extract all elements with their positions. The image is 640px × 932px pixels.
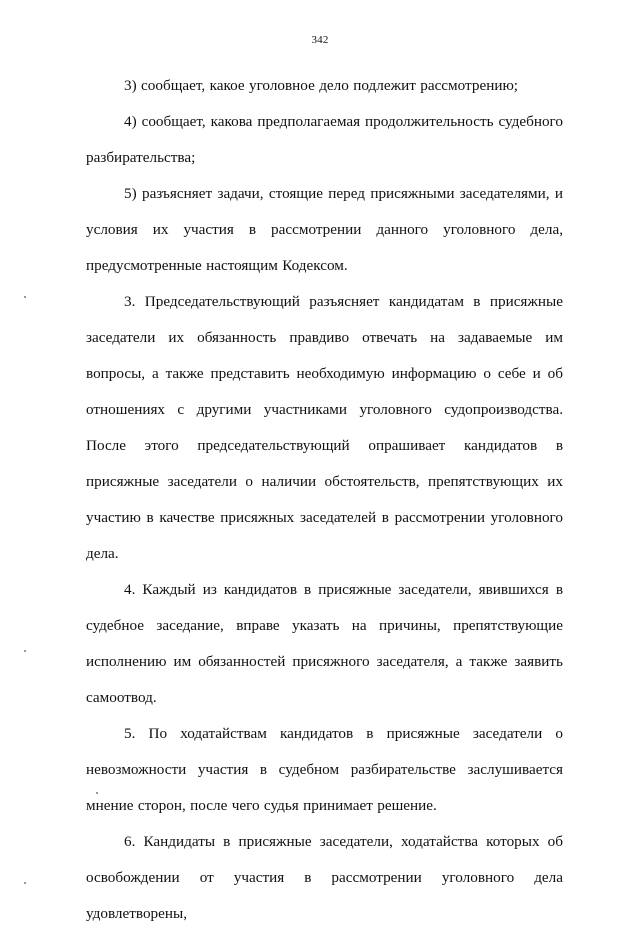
scan-artifact-mark xyxy=(24,882,26,884)
paragraph-part-3: 3. Председательствующий разъясняет кандидатам в присяжные заседатели их обязанность правдиво отвечать на задаваемые им вопросы, а также представить необходимую информацию о себе и об отношениях с другими участниками уголовного судопроизводства. После этого председательствующий опрашивает кандидатов в присяжные заседатели о наличии обстоятельств, препятствующих их участию в качестве присяжных заседателей в рассмотрении уголовного дела. xyxy=(86,293,563,562)
scan-artifact-mark xyxy=(24,296,26,298)
scan-artifact-mark xyxy=(96,792,98,794)
paragraph-item-3: 3) сообщает, какое уголовное дело подлежит рассмотрению; xyxy=(124,77,519,94)
paragraph-item-5: 5) разъясняет задачи, стоящие перед присяжными заседателями, и условия их участия в рассмотрении данного уголовного дела, предусмотренные настоящим Кодексом. xyxy=(86,185,563,274)
paragraph-part-6: 6. Кандидаты в присяжные заседатели, ходатайства которых об освобождении от участия в рассмотрении уголовного дела удовлетворены, xyxy=(86,833,563,922)
paragraph-part-5: 5. По ходатайствам кандидатов в присяжные заседатели о невозможности участия в судебном разбирательстве заслушивается мнение сторон, после чего судья принимает решение. xyxy=(86,725,563,814)
document-body xyxy=(86,68,563,932)
scan-artifact-mark xyxy=(24,650,26,652)
page-number: 342 xyxy=(311,34,329,46)
paragraph-part-4: 4. Каждый из кандидатов в присяжные заседатели, явившихся в судебное заседание, вправе указать на причины, препятствующие исполнению им обязанностей присяжного заседателя, а также заявить самоотвод. xyxy=(86,581,563,706)
paragraph-item-4: 4) сообщает, какова предполагаемая продолжительность судебного разбирательства; xyxy=(86,113,563,166)
